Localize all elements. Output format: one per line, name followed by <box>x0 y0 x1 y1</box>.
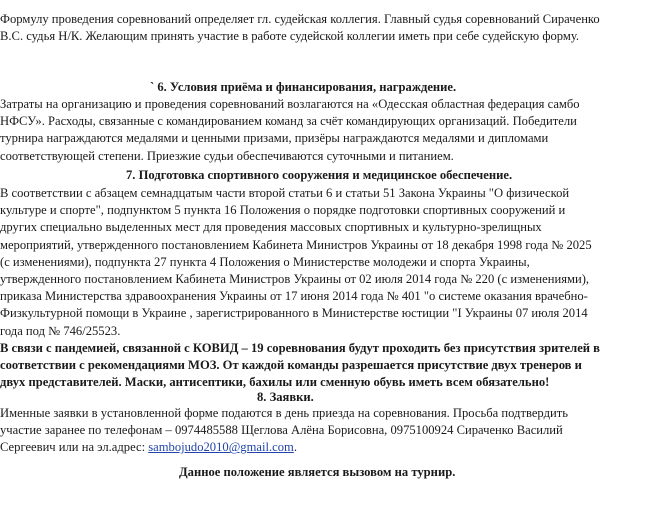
section-6-line: соответствующей степени. Приезжие судьи обеспечиваются суточными и питанием. <box>0 148 454 163</box>
section-7-line: года под № 746/25523. <box>0 323 121 338</box>
section-7-line: мероприятий, утвержденного постановлением Кабинета Министров Украины от 18 декабря 1998 года № 2025 <box>0 237 592 252</box>
closing-statement: Данное положение является вызовом на турнир. <box>179 465 456 479</box>
covid-notice-line: соответствии с рекомендациями МОЗ. От каждой команды разрешается присутствие двух тренеров и <box>0 357 582 372</box>
section-8-line: участие заранее по телефонам – 0974485588 Щеглова Алёна Борисовна, 0975100924 Сираченко Василий <box>0 423 563 438</box>
section-6-paragraph <box>0 96 646 165</box>
section-6-line: турнира награждаются медалями и ценными призами, призёры награждаются медалями и дипломами <box>0 131 549 146</box>
section-7-line: других специально выделенных мест для проведения массовых спортивных и культурно-зрелищных <box>0 220 542 235</box>
section-6-line: Затраты на организацию и проведения соревнований возлагаются на «Одесская областная федерация самбо <box>0 97 580 111</box>
contact-prefix: Сергеевич или на эл.адрес: <box>0 440 149 455</box>
intro-line: Формулу проведения соревнований определяет гл. судейская коллегия. Главный судья соревнований Сираченко <box>0 12 600 26</box>
intro-line: В.С. судья Н/К. Желающим принять участие в работе судейской коллегии иметь при себе судейскую форму. <box>0 29 580 44</box>
section-7-line: (с изменениями), подпункта 27 пункта 4 Положения о Министерстве молодежи и спорта Украины, <box>0 254 530 269</box>
intro-paragraph <box>0 11 646 45</box>
section-7-line: В соответствии с абзацем семнадцатым части второй статьи 6 и статьи 51 Закона Украины "О физической <box>0 186 570 200</box>
section-7-line: утвержденного постановлением Кабинета Министров Украины от 02 июля 2014 года № 220 (с изменениями), <box>0 271 590 286</box>
section-7-line: приказа Министерства здравоохранения Украины от 17 июня 2014 года № 401 "о системе оказания врачебно- <box>0 289 588 304</box>
section-7-paragraph <box>0 185 646 391</box>
section-6-heading: ` 6. Условия приёма и финансирования, награждение. <box>150 80 457 94</box>
section-8-contact-line <box>0 439 646 456</box>
section-8-heading: 8. Заявки. <box>257 390 314 404</box>
section-7-heading: 7. Подготовка спортивного сооружения и медицинское обеспечение. <box>126 168 513 182</box>
section-6-line: НФСУ». Расходы, связанные с командированием команд за счёт командирующих организаций. Победители <box>0 114 577 129</box>
section-7-line: культуре и спорте", подпунктом 5 пункта 16 Положения о порядке подготовки спортивных сооружений и <box>0 203 566 218</box>
covid-notice-line: двух представителей. Маски, антисептики, бахилы или сменную обувь иметь всем обязательно! <box>0 375 550 390</box>
contact-suffix: . <box>293 440 297 455</box>
section-8-paragraph <box>0 405 646 457</box>
section-7-line: Физкультурной помощи в Украине , зарегистрированного в Министерстве юстиции "I Украины 07 июля 2014 <box>0 306 588 321</box>
covid-notice-line: В связи с пандемией, связанной с КОВИД – 19 соревнования будут проходить без присутствия зрителей в <box>0 340 600 355</box>
email-link[interactable]: sambojudo2010@gmail.com <box>148 440 294 455</box>
section-8-line: Именные заявки в установленной форме подаются в день приезда на соревнования. Просьба подтвердить <box>0 406 568 420</box>
